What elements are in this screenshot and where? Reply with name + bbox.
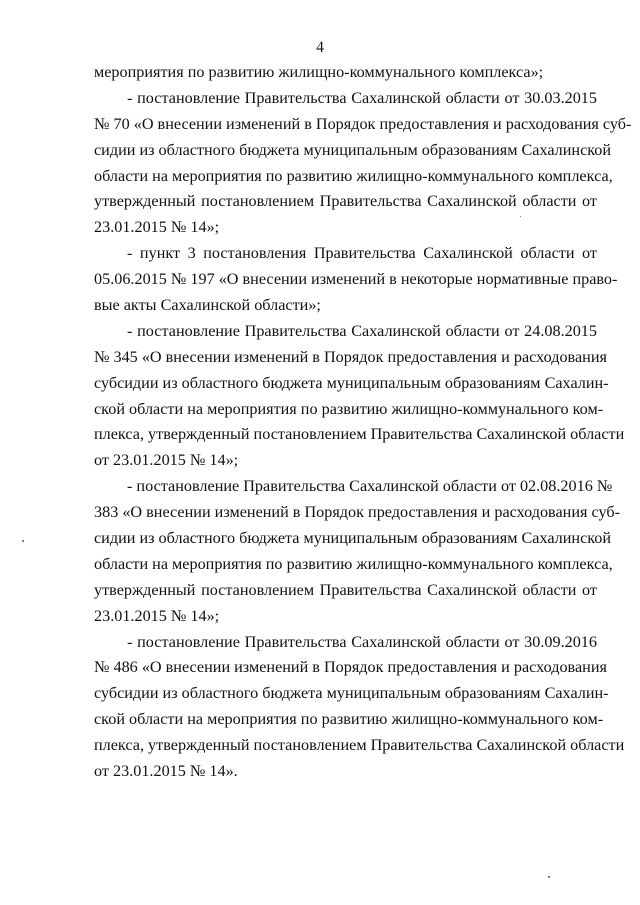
text-line: утвержденный постановлением Правительства Сахалинской области от <box>94 192 597 211</box>
text-line: ской области на мероприятия по развитию жилищно-коммунального ком- <box>94 399 604 418</box>
text-line: плекса, утвержденный постановлением Правительства Сахалинской области <box>94 736 625 755</box>
scan-speck <box>520 216 521 217</box>
text-line: № 70 «О внесении изменений в Порядок предоставления и расходования суб- <box>94 114 632 133</box>
text-line: субсидии из областного бюджета муниципальным образованиям Сахалин- <box>94 684 609 703</box>
text-line: сидии из областного бюджета муниципальным образованиям Сахалинской <box>94 140 612 159</box>
text-line: 23.01.2015 № 14»; <box>94 218 220 237</box>
text-line: мероприятия по развитию жилищно-коммунального комплекса»; <box>94 63 544 81</box>
text-line: 05.06.2015 № 197 «О внесении изменений в некоторые нормативные право- <box>94 270 618 289</box>
text-line: области на мероприятия по развитию жилищно-коммунального комплекса, <box>94 166 613 185</box>
text-line: сидии из областного бюджета муниципальным образованиям Сахалинской <box>94 529 612 548</box>
text-line: от 23.01.2015 № 14»; <box>94 451 239 470</box>
text-line: № 345 «О внесении изменений в Порядок предоставления и расходования <box>94 347 607 366</box>
page-number: 4 <box>316 39 324 56</box>
scan-speck <box>22 540 24 542</box>
text-line: области на мероприятия по развитию жилищно-коммунального комплекса, <box>94 554 613 573</box>
text-line: субсидии из областного бюджета муниципальным образованиям Сахалин- <box>94 373 609 392</box>
text-line: вые акты Сахалинской области»; <box>94 296 321 315</box>
text-line: - постановление Правительства Сахалинской области от 02.08.2016 № <box>127 477 613 496</box>
text-line: - пункт 3 постановления Правительства Сахалинской области от <box>127 244 597 263</box>
text-line: 383 «О внесении изменений в Порядок предоставления и расходования суб- <box>94 503 620 522</box>
scan-speck <box>548 876 550 878</box>
text-line: № 486 «О внесении изменений в Порядок предоставления и расходования <box>94 658 607 677</box>
text-line: - постановление Правительства Сахалинской области от 30.03.2015 <box>127 88 597 107</box>
text-line: утвержденный постановлением Правительства Сахалинской области от <box>94 580 597 599</box>
document-body <box>94 60 632 785</box>
text-line: - постановление Правительства Сахалинской области от 30.09.2016 <box>127 632 597 651</box>
text-line: 23.01.2015 № 14»; <box>94 606 220 625</box>
text-line: от 23.01.2015 № 14». <box>94 762 238 781</box>
text-line: ской области на мероприятия по развитию жилищно-коммунального ком- <box>94 710 604 729</box>
text-line: - постановление Правительства Сахалинской области от 24.08.2015 <box>127 321 597 340</box>
text-line: плекса, утвержденный постановлением Правительства Сахалинской области <box>94 425 625 444</box>
